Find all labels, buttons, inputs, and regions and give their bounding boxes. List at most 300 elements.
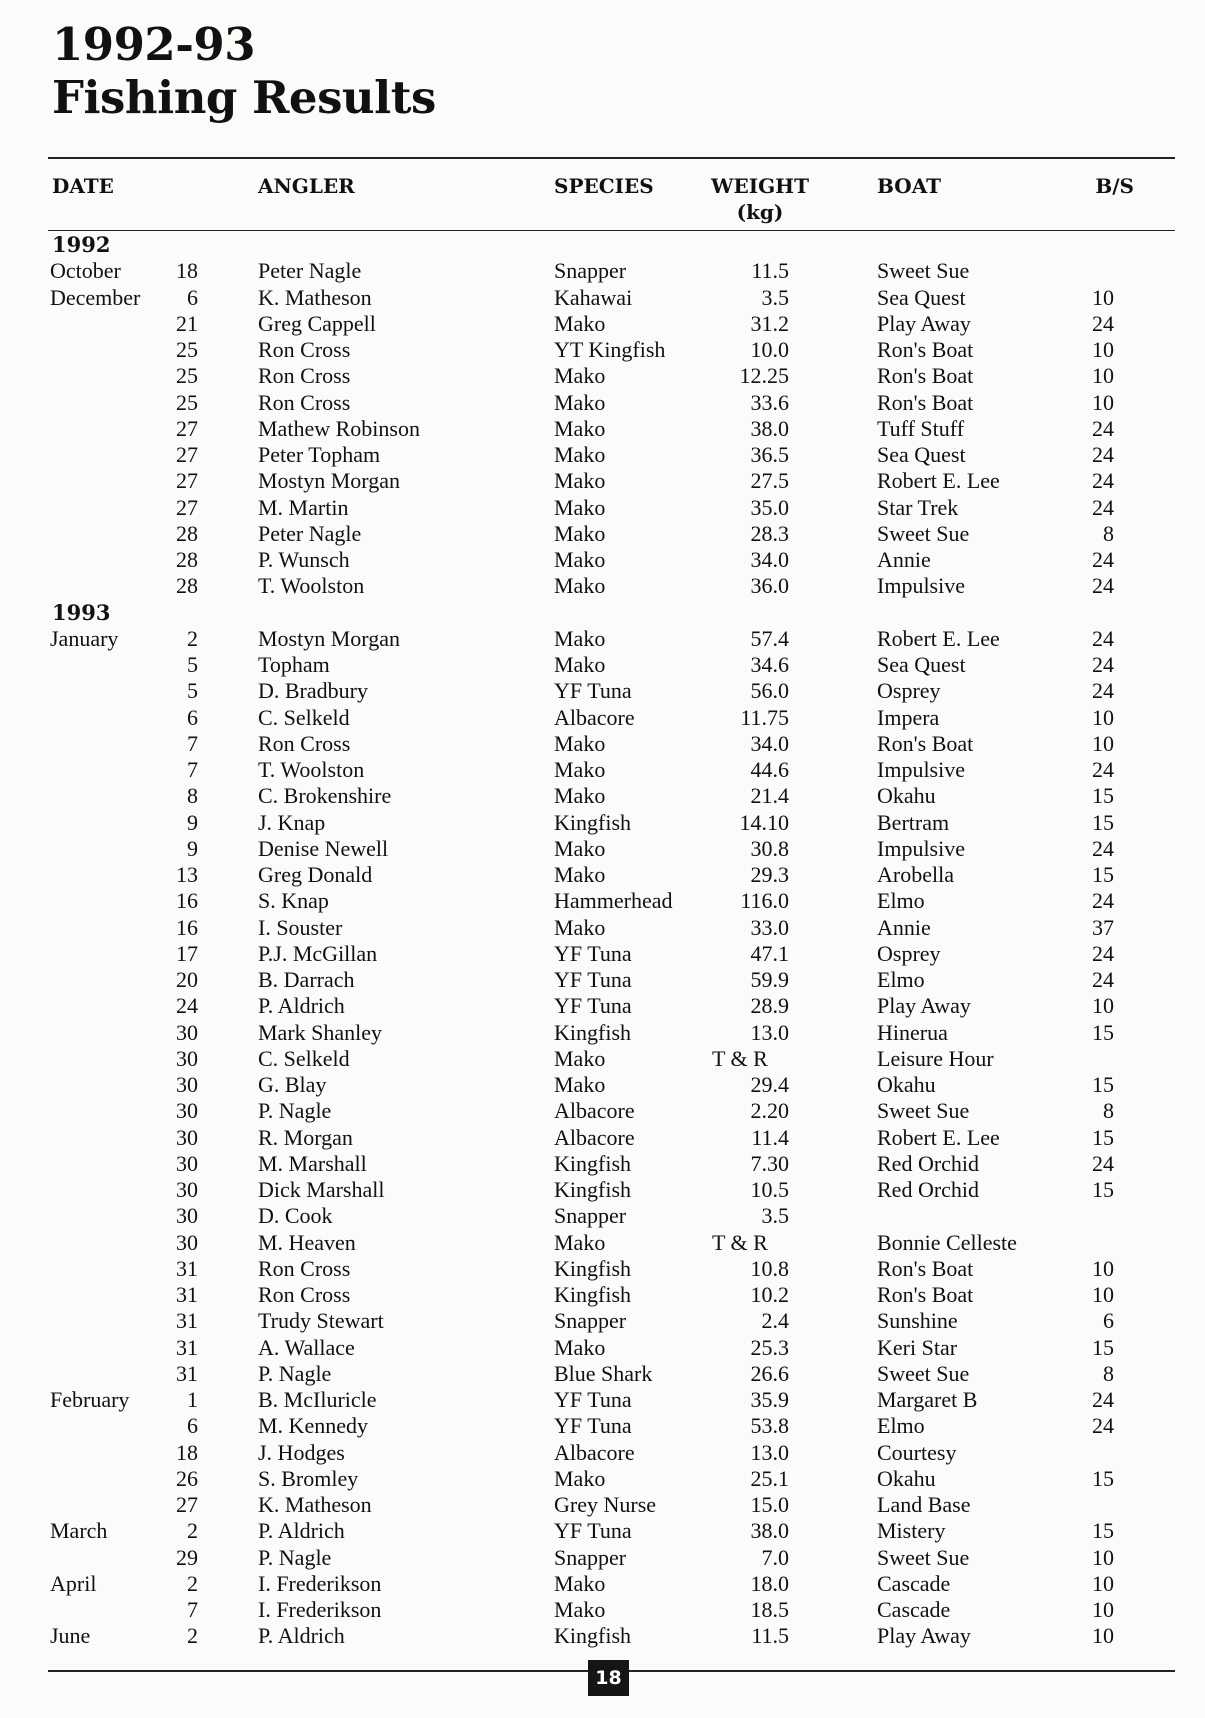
cell-weight: 38.0 — [750, 415, 789, 441]
title-heading: Fishing Results — [52, 71, 436, 124]
cell-boat: Robert E. Lee — [877, 625, 1000, 651]
cell-bs: 15 — [1092, 1518, 1114, 1544]
cell-boat: Arobella — [877, 862, 954, 887]
cell-bs: 10 — [1092, 730, 1114, 756]
cell-weight: 36.0 — [750, 573, 789, 599]
cell-weight: 28.9 — [750, 993, 789, 1019]
table-row — [0, 1256, 1205, 1282]
cell-weight: 38.0 — [750, 1518, 789, 1544]
cell-day: 7 — [187, 757, 198, 782]
table-row — [0, 468, 1205, 494]
cell-day: 16 — [176, 888, 198, 914]
cell-day: 21 — [176, 310, 198, 336]
cell-day: 6 — [187, 704, 198, 730]
cell-day: 18 — [176, 1439, 198, 1465]
cell-boat: Bertram — [877, 809, 950, 835]
cell-weight: 56.0 — [750, 678, 789, 704]
cell-species: Mako — [554, 1045, 606, 1071]
cell-bs: 15 — [1092, 1177, 1114, 1202]
cell-bs: 24 — [1092, 494, 1114, 520]
cell-weight: T & R — [712, 1229, 768, 1255]
cell-boat: Osprey — [877, 678, 941, 704]
cell-species: Snapper — [554, 258, 627, 284]
cell-day: 30 — [176, 1045, 198, 1071]
table-row — [0, 1020, 1205, 1046]
cell-angler: Mostyn Morgan — [258, 468, 400, 494]
cell-bs: 10 — [1092, 1255, 1114, 1281]
cell-weight: 25.1 — [750, 1465, 789, 1491]
cell-boat: Bonnie Celleste — [877, 1229, 1017, 1255]
cell-angler: T. Woolston — [258, 757, 365, 782]
cell-bs: 24 — [1092, 573, 1114, 599]
cell-angler: S. Knap — [258, 888, 329, 914]
table-row — [0, 1203, 1205, 1229]
cell-weight: 53.8 — [750, 1413, 789, 1439]
cell-day: 31 — [176, 1334, 198, 1360]
cell-bs: 24 — [1092, 940, 1114, 966]
cell-weight: 18.0 — [750, 1570, 789, 1596]
cell-boat: Tuff Stuff — [877, 415, 965, 441]
cell-boat: Sea Quest — [877, 442, 966, 467]
cell-boat: Play Away — [877, 310, 971, 336]
cell-bs: 24 — [1092, 835, 1114, 861]
cell-species: Grey Nurse — [554, 1492, 657, 1517]
table-row — [0, 993, 1205, 1019]
cell-species: Mako — [554, 1072, 606, 1097]
table-row — [0, 1466, 1205, 1492]
cell-boat: Okahu — [877, 1072, 936, 1097]
cell-day: 27 — [176, 1492, 198, 1517]
cell-species: Mako — [554, 1570, 606, 1596]
cell-day: 29 — [176, 1544, 198, 1570]
cell-species: Kingfish — [554, 1177, 631, 1202]
cell-weight: 2.20 — [750, 1098, 789, 1124]
table-row — [0, 1098, 1205, 1124]
cell-day: 25 — [176, 363, 198, 389]
cell-day: 27 — [176, 415, 198, 441]
cell-day: 16 — [176, 914, 198, 940]
cell-month: April — [50, 1570, 97, 1596]
cell-weight: 10.5 — [750, 1177, 789, 1202]
cell-boat: Impulsive — [877, 835, 965, 861]
cell-species: YF Tuna — [554, 967, 632, 992]
cell-angler: P. Aldrich — [258, 1623, 345, 1649]
cell-species: Mako — [554, 520, 606, 546]
table-row — [0, 1046, 1205, 1072]
cell-bs: 15 — [1092, 862, 1114, 887]
cell-bs: 24 — [1092, 310, 1114, 336]
cell-angler: Mark Shanley — [258, 1019, 383, 1045]
cell-day: 31 — [176, 1308, 198, 1334]
table-row — [0, 1387, 1205, 1413]
cell-angler: M. Heaven — [258, 1229, 356, 1255]
cell-weight: 3.5 — [761, 284, 789, 310]
cell-boat: Sea Quest — [877, 284, 966, 310]
table-row — [0, 652, 1205, 678]
cell-bs: 37 — [1092, 914, 1114, 940]
cell-weight: 7.0 — [761, 1544, 789, 1570]
cell-species: Mako — [554, 1334, 606, 1360]
cell-boat: Play Away — [877, 1623, 971, 1649]
cell-weight: 26.6 — [750, 1360, 789, 1386]
cell-angler: P. Wunsch — [258, 547, 350, 572]
column-header-date: DATE — [52, 174, 114, 198]
cell-bs: 24 — [1092, 625, 1114, 651]
cell-angler: S. Bromley — [258, 1465, 359, 1491]
cell-angler: P. Nagle — [258, 1098, 332, 1124]
cell-day: 27 — [176, 468, 198, 494]
table-row — [0, 678, 1205, 704]
cell-species: Mako — [554, 415, 606, 441]
cell-boat: Ron's Boat — [877, 363, 974, 389]
table-row — [0, 442, 1205, 468]
cell-day: 2 — [187, 1570, 198, 1596]
cell-species: YF Tuna — [554, 940, 632, 966]
cell-bs: 24 — [1092, 967, 1114, 992]
table-row — [0, 836, 1205, 862]
cell-weight: 47.1 — [750, 940, 789, 966]
cell-day: 13 — [176, 862, 198, 887]
cell-weight: 15.0 — [750, 1492, 789, 1517]
cell-day: 30 — [176, 1124, 198, 1150]
cell-bs: 24 — [1092, 888, 1114, 914]
cell-bs: 24 — [1092, 468, 1114, 494]
cell-species: YT Kingfish — [554, 337, 666, 362]
cell-month: March — [50, 1518, 108, 1544]
page-title — [52, 18, 436, 124]
cell-angler: Mostyn Morgan — [258, 625, 400, 651]
cell-species: YF Tuna — [554, 993, 632, 1019]
top-rule — [48, 157, 1175, 159]
cell-boat: Play Away — [877, 993, 971, 1019]
cell-weight: 10.2 — [750, 1282, 789, 1307]
cell-weight: 31.2 — [750, 310, 789, 336]
cell-bs: 10 — [1092, 993, 1114, 1019]
cell-angler: J. Hodges — [258, 1439, 345, 1465]
cell-weight: 10.8 — [750, 1255, 789, 1281]
column-header-angler: ANGLER — [258, 174, 355, 198]
cell-boat: Elmo — [877, 1413, 925, 1439]
cell-angler: Peter Nagle — [258, 258, 362, 284]
cell-bs: 24 — [1092, 757, 1114, 782]
table-row — [0, 1413, 1205, 1439]
cell-bs: 24 — [1092, 652, 1114, 677]
table-row — [0, 547, 1205, 573]
cell-angler: Trudy Stewart — [258, 1308, 384, 1334]
cell-angler: D. Bradbury — [258, 678, 368, 704]
cell-weight: 28.3 — [750, 520, 789, 546]
cell-day: 25 — [176, 337, 198, 362]
cell-day: 5 — [187, 652, 198, 677]
cell-day: 6 — [187, 284, 198, 310]
cell-bs: 24 — [1092, 1387, 1114, 1412]
cell-day: 25 — [176, 389, 198, 415]
year-heading: 1993 — [52, 599, 111, 625]
page-number: 18 — [588, 1660, 629, 1696]
column-header-bs: B/S — [1095, 174, 1134, 198]
cell-day: 30 — [176, 1150, 198, 1176]
cell-angler: Ron Cross — [258, 1255, 351, 1281]
cell-species: Mako — [554, 835, 606, 861]
cell-angler: D. Cook — [258, 1203, 333, 1229]
cell-weight: 36.5 — [750, 442, 789, 467]
cell-bs: 24 — [1092, 678, 1114, 704]
cell-weight: 25.3 — [750, 1334, 789, 1360]
cell-weight: 29.4 — [750, 1072, 789, 1097]
cell-weight: 3.5 — [761, 1203, 789, 1229]
cell-bs: 10 — [1092, 1623, 1114, 1649]
cell-angler: Topham — [258, 652, 330, 677]
cell-bs: 24 — [1092, 1150, 1114, 1176]
cell-weight: 57.4 — [750, 625, 789, 651]
cell-angler: P. Nagle — [258, 1544, 332, 1570]
table-row — [0, 705, 1205, 731]
cell-day: 27 — [176, 494, 198, 520]
cell-weight: 11.5 — [751, 258, 789, 284]
cell-day: 20 — [176, 967, 198, 992]
cell-angler: K. Matheson — [258, 284, 372, 310]
cell-angler: J. Knap — [258, 809, 326, 835]
table-row — [0, 1308, 1205, 1334]
cell-bs: 10 — [1092, 284, 1114, 310]
cell-species: YF Tuna — [554, 678, 632, 704]
table-row — [0, 1492, 1205, 1518]
cell-bs: 6 — [1103, 1308, 1114, 1334]
table-row — [0, 1361, 1205, 1387]
cell-angler: Ron Cross — [258, 389, 351, 415]
results-table — [0, 232, 1205, 1650]
cell-species: Snapper — [554, 1544, 627, 1570]
cell-bs: 15 — [1092, 809, 1114, 835]
cell-angler: Ron Cross — [258, 1282, 351, 1307]
cell-weight: 11.75 — [740, 704, 789, 730]
cell-boat: Red Orchid — [877, 1150, 980, 1176]
cell-day: 30 — [176, 1019, 198, 1045]
cell-bs: 15 — [1092, 1334, 1114, 1360]
cell-weight: 21.4 — [750, 783, 789, 809]
cell-boat: Elmo — [877, 967, 925, 992]
cell-species: Snapper — [554, 1203, 627, 1229]
cell-angler: Greg Cappell — [258, 310, 376, 336]
cell-bs: 10 — [1092, 1597, 1114, 1622]
column-header-weight-label: WEIGHT — [711, 174, 809, 198]
cell-weight: 116.0 — [740, 888, 789, 914]
cell-month: December — [50, 284, 141, 310]
cell-boat: Ron's Boat — [877, 1282, 974, 1307]
cell-angler: I. Souster — [258, 914, 343, 940]
table-row — [0, 1335, 1205, 1361]
cell-bs: 15 — [1092, 1072, 1114, 1097]
table-row — [0, 1518, 1205, 1544]
cell-angler: Ron Cross — [258, 337, 351, 362]
cell-day: 6 — [187, 1413, 198, 1439]
cell-angler: M. Martin — [258, 494, 349, 520]
cell-angler: P.J. McGillan — [258, 940, 378, 966]
table-row — [0, 573, 1205, 599]
cell-day: 28 — [176, 547, 198, 572]
cell-boat: Sunshine — [877, 1308, 958, 1334]
cell-species: Kingfish — [554, 1623, 631, 1649]
table-row — [0, 337, 1205, 363]
cell-boat: Impera — [877, 704, 940, 730]
cell-weight: 35.9 — [750, 1387, 789, 1412]
cell-bs: 10 — [1092, 389, 1114, 415]
cell-species: Mako — [554, 1465, 606, 1491]
cell-day: 30 — [176, 1229, 198, 1255]
cell-angler: Mathew Robinson — [258, 415, 420, 441]
cell-species: Mako — [554, 730, 606, 756]
cell-weight: 44.6 — [750, 757, 789, 782]
cell-boat: Ron's Boat — [877, 730, 974, 756]
cell-species: YF Tuna — [554, 1413, 632, 1439]
cell-angler: C. Selkeld — [258, 1045, 350, 1071]
cell-boat: Margaret B — [877, 1387, 978, 1412]
cell-species: Mako — [554, 862, 606, 887]
cell-bs: 15 — [1092, 1465, 1114, 1491]
cell-boat: Mistery — [877, 1518, 946, 1544]
cell-month: June — [50, 1623, 91, 1649]
cell-boat: Annie — [877, 914, 931, 940]
cell-boat: Courtesy — [877, 1439, 957, 1465]
cell-day: 31 — [176, 1282, 198, 1307]
cell-bs: 8 — [1103, 1098, 1114, 1124]
cell-species: Kingfish — [554, 809, 631, 835]
cell-bs: 24 — [1092, 1413, 1114, 1439]
column-header-weight — [700, 173, 820, 225]
table-row — [0, 967, 1205, 993]
cell-bs: 10 — [1092, 1544, 1114, 1570]
cell-weight: 14.10 — [739, 809, 789, 835]
cell-day: 30 — [176, 1098, 198, 1124]
header-rule — [48, 230, 1175, 231]
cell-bs: 10 — [1092, 1282, 1114, 1307]
cell-angler: M. Kennedy — [258, 1413, 368, 1439]
table-row — [0, 731, 1205, 757]
cell-weight: 2.4 — [761, 1308, 789, 1334]
table-row — [0, 1177, 1205, 1203]
table-row — [0, 416, 1205, 442]
cell-day: 2 — [187, 1623, 198, 1649]
cell-bs: 10 — [1092, 1570, 1114, 1596]
year-heading: 1992 — [52, 232, 111, 257]
cell-angler: C. Selkeld — [258, 704, 350, 730]
cell-weight: 59.9 — [750, 967, 789, 992]
cell-species: Mako — [554, 494, 606, 520]
cell-angler: G. Blay — [258, 1072, 327, 1097]
cell-species: Mako — [554, 389, 606, 415]
cell-day: 28 — [176, 520, 198, 546]
table-row — [0, 783, 1205, 809]
cell-day: 8 — [187, 783, 198, 809]
year-heading-row — [0, 232, 1205, 258]
table-row — [0, 258, 1205, 284]
cell-weight: 10.0 — [750, 337, 789, 362]
cell-weight: 11.5 — [751, 1623, 789, 1649]
cell-boat: Ron's Boat — [877, 337, 974, 362]
cell-angler: B. McIluricle — [258, 1387, 377, 1412]
cell-boat: Keri Star — [877, 1334, 958, 1360]
cell-angler: C. Brokenshire — [258, 783, 392, 809]
cell-species: Mako — [554, 1229, 606, 1255]
cell-boat: Impulsive — [877, 573, 965, 599]
cell-angler: A. Wallace — [258, 1334, 355, 1360]
cell-day: 28 — [176, 573, 198, 599]
cell-angler: Greg Donald — [258, 862, 373, 887]
cell-species: Albacore — [554, 1124, 635, 1150]
cell-boat: Sea Quest — [877, 652, 966, 677]
table-row — [0, 941, 1205, 967]
cell-angler: Ron Cross — [258, 730, 351, 756]
cell-weight: 34.6 — [750, 652, 789, 677]
cell-boat: Sweet Sue — [877, 258, 970, 284]
cell-bs: 24 — [1092, 547, 1114, 572]
table-row — [0, 1597, 1205, 1623]
table-row — [0, 1282, 1205, 1308]
cell-weight: 13.0 — [750, 1439, 789, 1465]
cell-boat: Impulsive — [877, 757, 965, 782]
cell-day: 1 — [187, 1387, 198, 1412]
cell-day: 26 — [176, 1465, 198, 1491]
cell-weight: 11.4 — [751, 1124, 789, 1150]
cell-angler: K. Matheson — [258, 1492, 372, 1517]
table-row — [0, 1072, 1205, 1098]
cell-day: 27 — [176, 442, 198, 467]
cell-species: YF Tuna — [554, 1387, 632, 1412]
cell-species: Albacore — [554, 1098, 635, 1124]
cell-species: Albacore — [554, 1439, 635, 1465]
cell-weight: T & R — [712, 1045, 768, 1071]
cell-angler: Ron Cross — [258, 363, 351, 389]
cell-day: 31 — [176, 1360, 198, 1386]
cell-boat: Robert E. Lee — [877, 1124, 1000, 1150]
cell-boat: Sweet Sue — [877, 1360, 970, 1386]
cell-species: Kahawai — [554, 284, 633, 310]
footer-rule-right — [629, 1670, 1175, 1672]
cell-species: Kingfish — [554, 1150, 631, 1176]
table-row — [0, 862, 1205, 888]
cell-species: Mako — [554, 547, 606, 572]
cell-angler: Denise Newell — [258, 835, 389, 861]
table-row — [0, 810, 1205, 836]
cell-angler: R. Morgan — [258, 1124, 353, 1150]
cell-weight: 29.3 — [750, 862, 789, 887]
cell-boat: Annie — [877, 547, 931, 572]
table-row — [0, 285, 1205, 311]
cell-day: 9 — [187, 809, 198, 835]
cell-month: October — [50, 258, 121, 284]
cell-bs: 15 — [1092, 1124, 1114, 1150]
cell-boat: Red Orchid — [877, 1177, 980, 1202]
cell-angler: P. Aldrich — [258, 1518, 345, 1544]
cell-species: Mako — [554, 625, 606, 651]
table-row — [0, 626, 1205, 652]
cell-day: 31 — [176, 1255, 198, 1281]
cell-bs: 24 — [1092, 442, 1114, 467]
cell-weight: 12.25 — [739, 363, 789, 389]
cell-bs: 8 — [1103, 520, 1114, 546]
cell-boat: Hinerua — [877, 1019, 948, 1045]
cell-day: 2 — [187, 1518, 198, 1544]
cell-species: Kingfish — [554, 1282, 631, 1307]
table-row — [0, 888, 1205, 914]
title-years: 1992-93 — [52, 18, 256, 71]
footer-rule-left — [48, 1670, 588, 1672]
cell-bs: 8 — [1103, 1360, 1114, 1386]
cell-weight: 27.5 — [750, 468, 789, 494]
cell-species: Mako — [554, 442, 606, 467]
year-heading-row — [0, 600, 1205, 626]
cell-day: 18 — [176, 258, 198, 284]
